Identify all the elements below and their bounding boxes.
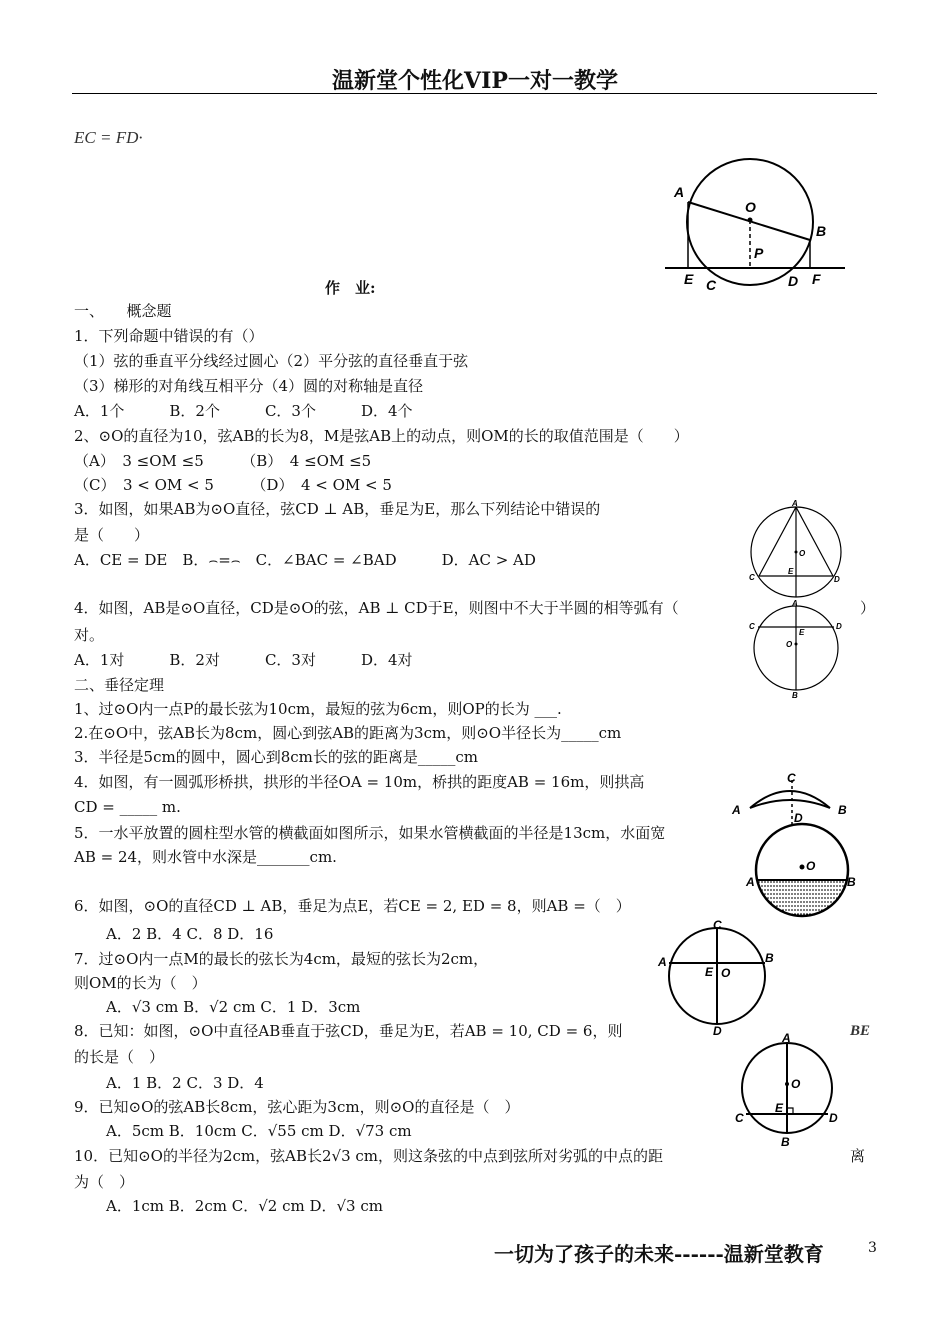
figure-perpendicular-chord [748,600,848,700]
text-line: （A） 3 ≤OM ≤5 （B） 4 ≤OM ≤5 [74,452,372,470]
fig5-label-O: O [806,859,816,873]
text-line: A．√3 cm B．√2 cm C．1 D．3cm [106,998,361,1016]
fig7-label-D: D [829,1111,838,1125]
fig1-label-B: B [816,223,827,239]
text-line: 1．下列命题中错误的有（） [74,327,264,345]
page-number: 3 [868,1240,877,1256]
page-title: 温新堂个性化VIP一对一教学 [332,68,618,94]
fig2-label-D: D [834,575,840,584]
fig1-label-F: F [812,271,821,287]
text-line: （3）梯形的对角线互相平分（4）圆的对称轴是直径 [74,377,424,395]
text-line: 4．如图，有一圆弧形桥拱，拱形的半径OA = 10m，桥拱的距度AB = 16m，则拱高 [74,773,645,791]
fig3-label-O: O [786,640,793,649]
text-line: 1、过⊙O内一点P的最长弦为10cm，最短的弦为6cm，则OP的长为 ___. [74,700,562,718]
fig3-label-A: A [792,599,798,608]
figure-diameter-chord [655,918,785,1038]
text-line: A．2 B．4 C．8 D．16 [106,925,274,943]
text-line: A．5cm B．10cm C．√55 cm D．√73 cm [106,1122,412,1140]
fig7-label-C: C [735,1111,744,1125]
text-line: CD = _____ m. [74,798,181,816]
text-line: A．1 B．2 C．3 D．4 [106,1074,264,1092]
homework-title: 作 业: [325,279,376,297]
q4-right-paren: ） [860,599,876,617]
text-line: AB = 24，则水管中水深是_______cm. [74,848,337,866]
q10-li-char: 离 [850,1147,866,1165]
fig6-label-C: C [713,918,722,932]
q8-be-label: BE [850,1023,871,1039]
fig3-label-E: E [799,628,805,637]
text-line: 是（ ） [74,526,150,544]
fig7-label-O: O [791,1077,801,1091]
text-line: 2、⊙O的直径为10，弦AB的长为8，M是弦AB上的动点，则OM的长的取值范围是（ ） [74,427,689,445]
text-line: （C） 3 < OM < 5 （D） 4 < OM < 5 [74,476,392,494]
figure-circle-tangent [660,150,850,295]
fig2-label-C: C [749,573,755,582]
fig7-label-A: A [782,1031,791,1045]
fig6-label-D: D [713,1024,722,1038]
figure-water-pipe [740,820,860,920]
fig3-label-C: C [749,622,755,631]
text-line: 9．已知⊙O的弦AB长8cm，弦心距为3cm，则⊙O的直径是（ ） [74,1098,520,1116]
text-line: 二、垂径定理 [74,676,165,694]
text-line: 的长是（ ） [74,1048,165,1066]
fig2-label-E: E [788,567,794,576]
text-line: 8．已知：如图，⊙O中直径AB垂直于弦CD，垂足为E，若AB = 10, CD = 6，则 [74,1022,623,1040]
fig1-label-D: D [788,273,799,289]
text-line: A．1个 B．2个 C．3个 D．4个 [74,402,413,420]
text-line: 6．如图，⊙O的直径CD ⊥ AB，垂足为点E，若CE = 2, ED = 8，则AB =（ ） [74,897,631,915]
fig2-label-O: O [799,549,806,558]
text-line: 对。 [74,626,105,644]
text-line: 则OM的长为（ ） [74,974,207,992]
fig4-label-A: A [732,803,741,817]
fig5-label-A: A [746,875,755,889]
fig6-label-E: E [705,965,714,979]
text-line: 5．一水平放置的圆柱型水管的横截面如图所示，如果水管横截面的半径是13cm，水面宽 [74,824,666,842]
header-rule [72,93,877,94]
text-line: 2.在⊙O中，弦AB长为8cm，圆心到弦AB的距离为3cm，则⊙O半径长为_____cm [74,724,622,742]
figure-chord-be [725,1032,850,1150]
text-line: A．CE = DE B．⌢=⌢ C．∠BAC = ∠BAD D．AC > AD [74,551,536,569]
text-line: 10．已知⊙O的半径为2cm，弦AB长2√3 cm，则这条弦的中点到弦所对劣弧的中点的距 [74,1147,664,1165]
text-line: 4．如图，AB是⊙O直径，CD是⊙O的弦，AB ⊥ CD于E，则图中不大于半圆的相等弧有（ [74,599,679,617]
footer-slogan: 一切为了孩子的未来------温新堂教育 [494,1242,824,1266]
fig1-label-O: O [745,199,756,215]
text-line: 7．过⊙O内一点M的最长的弦长为4cm，最短的弦长为2cm， [74,950,489,968]
intro-formula: EC = FD· [74,128,143,147]
fig1-label-P: P [754,245,764,261]
fig6-label-B: B [765,951,774,965]
fig6-label-A: A [658,955,667,969]
fig1-label-A: A [674,184,685,200]
fig7-label-E: E [775,1101,784,1115]
fig7-label-B: B [781,1135,790,1149]
fig5-label-B: B [847,875,856,889]
text-line: 为（ ） [74,1173,135,1191]
fig3-label-D: D [836,622,842,631]
fig4-label-B: B [838,803,847,817]
text-line: 3．半径是5cm的圆中，圆心到8cm长的弦的距离是_____cm [74,748,479,766]
text-line: A．1cm B．2cm C．√2 cm D．√3 cm [106,1197,383,1215]
text-line: （1）弦的垂直平分线经过圆心（2）平分弦的直径垂直于弦 [74,352,469,370]
fig3-label-B: B [792,691,798,700]
figure-inscribed-triangle [748,500,848,600]
fig4-label-D: D [794,811,803,825]
fig1-label-C: C [706,277,717,293]
fig2-label-A: A [792,499,798,508]
text-line: 一、 概念题 [74,302,172,320]
text-line: A．1对 B．2对 C．3对 D．4对 [74,651,413,669]
text-line: 3．如图，如果AB为⊙O直径，弦CD ⊥ AB，垂足为E，那么下列结论中错误的 [74,500,601,518]
fig4-label-C: C [787,771,796,785]
fig6-label-O: O [721,966,731,980]
fig1-label-E: E [684,271,694,287]
